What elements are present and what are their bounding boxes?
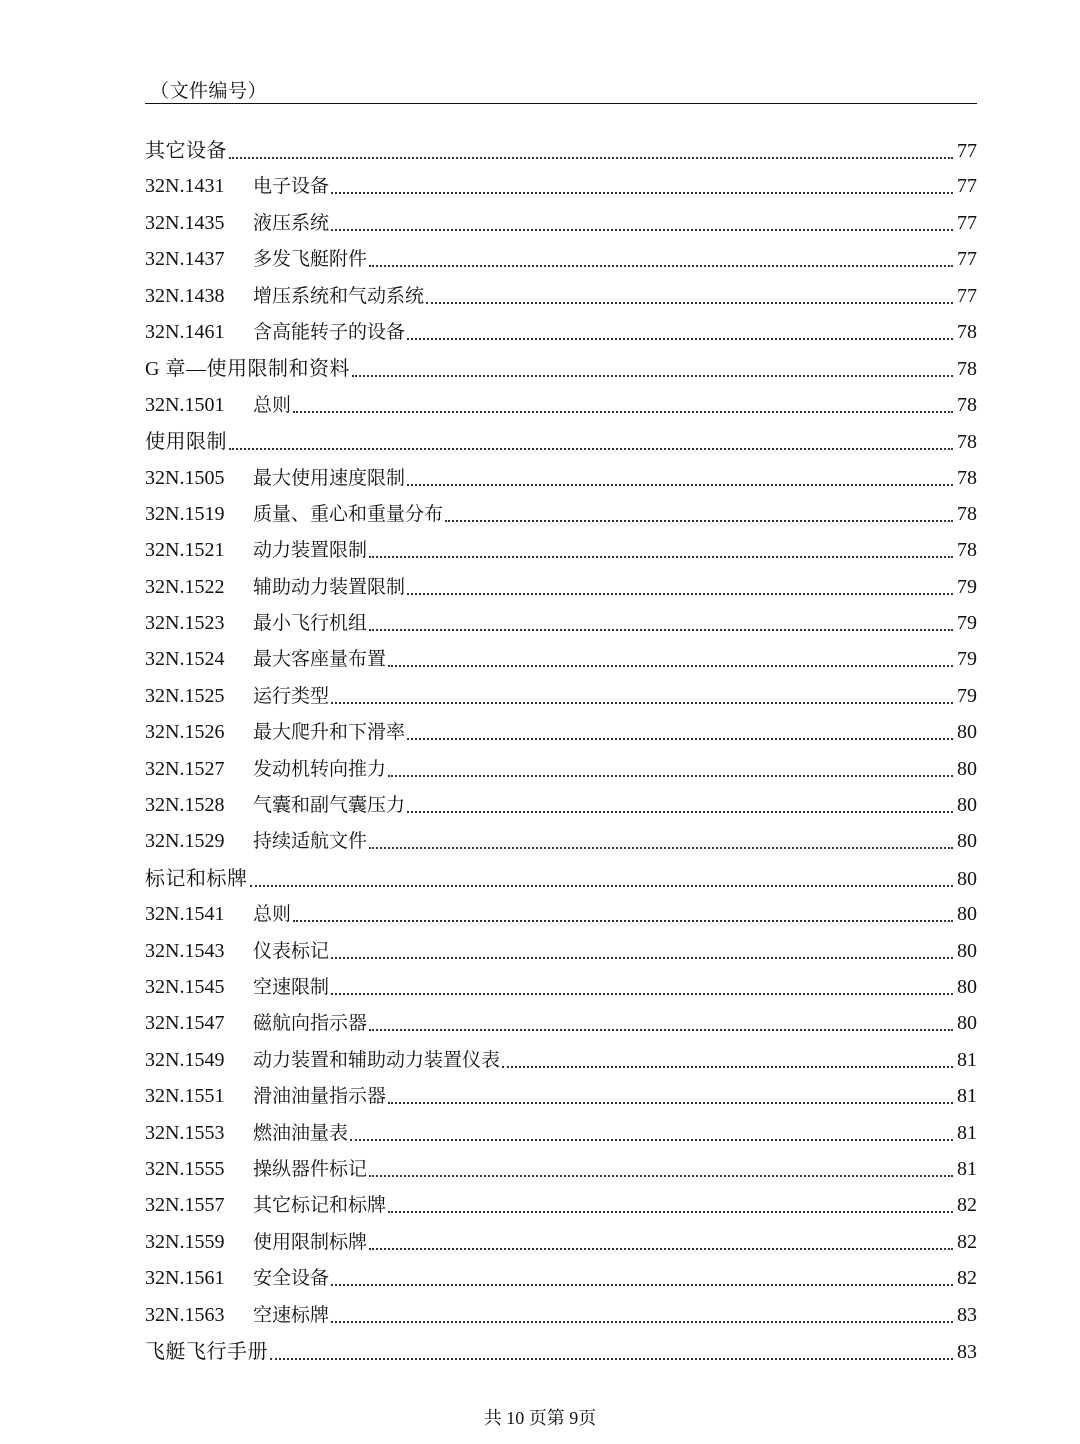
- toc-page-number: 77: [957, 284, 977, 307]
- toc-entry-number: 32N.1555: [145, 1157, 225, 1180]
- toc-page-number: 80: [957, 830, 977, 853]
- toc-entry-row[interactable]: [145, 571, 977, 607]
- toc-entry-title: 动力装置和辅助动力装置仪表: [253, 1048, 501, 1071]
- toc-page-number: 82: [957, 1194, 977, 1217]
- toc-entry-number: 32N.1505: [145, 466, 225, 489]
- toc-page-number: 80: [957, 867, 977, 890]
- toc-dot-leader: [388, 755, 953, 777]
- toc-entry-title: 辅助动力装置限制: [253, 575, 406, 598]
- toc-entry-row[interactable]: [145, 935, 977, 971]
- toc-entry-row[interactable]: [145, 1189, 977, 1225]
- toc-page-number: 80: [957, 794, 977, 817]
- toc-dot-leader: [293, 900, 953, 922]
- page-footer: 共 10 页第 9页: [483, 1408, 597, 1428]
- toc-section-title: 标记和标牌: [145, 867, 248, 890]
- toc-entry-number: 32N.1545: [145, 975, 225, 998]
- toc-dot-leader: [407, 718, 953, 740]
- toc-dot-leader: [331, 1301, 953, 1323]
- toc-dot-leader: [331, 682, 953, 704]
- toc-page-number: 79: [957, 612, 977, 635]
- toc-entry-row[interactable]: [145, 389, 977, 425]
- toc-entry-title: 含高能转子的设备: [253, 320, 406, 343]
- toc-page-number: 80: [957, 721, 977, 744]
- toc-entry-row[interactable]: [145, 1299, 977, 1335]
- toc-entry-title: 最大使用速度限制: [253, 466, 406, 489]
- toc-entry-number: 32N.1541: [145, 903, 225, 926]
- toc-entry-number: 32N.1501: [145, 393, 225, 416]
- toc-page-number: 83: [957, 1303, 977, 1326]
- toc-dot-leader: [388, 645, 953, 667]
- toc-dot-leader: [426, 282, 953, 304]
- toc-dot-leader: [388, 1082, 953, 1104]
- toc-page-number: 82: [957, 1230, 977, 1253]
- toc-entry-number: 32N.1559: [145, 1230, 225, 1253]
- toc-entry-number: 32N.1557: [145, 1194, 225, 1217]
- toc-entry-title: 多发飞艇附件: [253, 248, 368, 271]
- toc-entry-number: 32N.1525: [145, 684, 225, 707]
- toc-entry-title: 持续适航文件: [253, 830, 368, 853]
- toc-entry-number: 32N.1431: [145, 175, 225, 198]
- toc-page-number: 80: [957, 975, 977, 998]
- toc-entry-number: 32N.1524: [145, 648, 225, 671]
- toc-entry-row[interactable]: [145, 462, 977, 498]
- toc-dot-leader: [331, 973, 953, 995]
- toc-page-number: 80: [957, 757, 977, 780]
- toc-page-number: 78: [957, 431, 977, 454]
- toc-entry-row[interactable]: [145, 534, 977, 570]
- toc-section-title: G 章—使用限制和资料: [145, 358, 350, 381]
- toc-entry-title: 液压系统: [253, 211, 330, 234]
- toc-dot-leader: [293, 391, 953, 413]
- toc-dot-leader: [445, 500, 953, 522]
- toc-page-number: 81: [957, 1157, 977, 1180]
- toc-page-number: 80: [957, 939, 977, 962]
- toc-dot-leader: [407, 318, 953, 340]
- toc-entry-row[interactable]: [145, 1262, 977, 1298]
- toc-entry-title: 最大爬升和下滑率: [253, 721, 406, 744]
- toc-page-number: 79: [957, 684, 977, 707]
- toc-entry-row[interactable]: [145, 753, 977, 789]
- toc-page-number: 77: [957, 248, 977, 271]
- toc-entry-row[interactable]: [145, 898, 977, 934]
- toc-entry-title: 气囊和副气囊压力: [253, 794, 406, 817]
- toc-entry-title: 仪表标记: [253, 939, 330, 962]
- toc-entry-number: 32N.1522: [145, 575, 225, 598]
- toc-section-title: 飞艇飞行手册: [145, 1340, 268, 1363]
- toc-entry-title: 运行类型: [253, 684, 330, 707]
- toc-section-row[interactable]: [145, 1335, 977, 1371]
- toc-section-row[interactable]: [145, 862, 977, 898]
- toc-entry-row[interactable]: [145, 1080, 977, 1116]
- toc-entry-title: 安全设备: [253, 1267, 330, 1290]
- toc-entry-row[interactable]: [145, 280, 977, 316]
- toc-page-number: 78: [957, 393, 977, 416]
- toc-entry-title: 总则: [253, 393, 292, 416]
- toc-page-number: 80: [957, 903, 977, 926]
- toc-entry-number: 32N.1547: [145, 1012, 225, 1035]
- toc-entry-title: 质量、重心和重量分布: [253, 502, 444, 525]
- toc-dot-leader: [407, 573, 953, 595]
- toc-entry-title: 使用限制标牌: [253, 1230, 368, 1253]
- document-number: （文件编号）: [150, 81, 268, 102]
- toc-entry-row[interactable]: [145, 243, 977, 279]
- toc-entry-title: 滑油油量指示器: [253, 1085, 387, 1108]
- toc-entry-title: 磁航向指示器: [253, 1012, 368, 1035]
- toc-dot-leader: [369, 536, 953, 558]
- toc-entry-row[interactable]: [145, 316, 977, 352]
- toc-dot-leader: [369, 245, 953, 267]
- toc-entry-title: 动力装置限制: [253, 539, 368, 562]
- toc-page-number: 77: [957, 211, 977, 234]
- toc-entry-row[interactable]: [145, 1044, 977, 1080]
- toc-page-number: 78: [957, 358, 977, 381]
- toc-section-title: 使用限制: [145, 431, 227, 454]
- toc-entry-number: 32N.1438: [145, 284, 225, 307]
- toc-entry-number: 32N.1561: [145, 1267, 225, 1290]
- toc-section-row[interactable]: [145, 134, 977, 170]
- toc-entry-row[interactable]: [145, 680, 977, 716]
- toc-page-number: 83: [957, 1340, 977, 1363]
- toc-section-row[interactable]: [145, 425, 977, 461]
- toc-entry-number: 32N.1549: [145, 1048, 225, 1071]
- toc-dot-leader: [229, 428, 953, 450]
- toc-entry-number: 32N.1528: [145, 794, 225, 817]
- toc-entry-number: 32N.1529: [145, 830, 225, 853]
- toc-entry-number: 32N.1551: [145, 1085, 225, 1108]
- toc-page-number: 79: [957, 648, 977, 671]
- table-of-contents: [145, 134, 977, 1371]
- toc-dot-leader: [270, 1338, 953, 1360]
- toc-entry-title: 操纵器件标记: [253, 1157, 368, 1180]
- toc-dot-leader: [369, 1228, 953, 1250]
- toc-entry-row[interactable]: [145, 1117, 977, 1153]
- toc-entry-title: 最小飞行机组: [253, 612, 368, 635]
- toc-entry-row[interactable]: [145, 1153, 977, 1189]
- toc-entry-number: 32N.1526: [145, 721, 225, 744]
- toc-page-number: 78: [957, 502, 977, 525]
- header-divider: [145, 103, 977, 104]
- toc-entry-number: 32N.1435: [145, 211, 225, 234]
- toc-entry-row[interactable]: [145, 1007, 977, 1043]
- toc-entry-number: 32N.1461: [145, 320, 225, 343]
- toc-section-row[interactable]: [145, 352, 977, 388]
- toc-dot-leader: [388, 1191, 953, 1213]
- toc-dot-leader: [331, 1264, 953, 1286]
- toc-entry-number: 32N.1563: [145, 1303, 225, 1326]
- toc-entry-title: 空速限制: [253, 975, 330, 998]
- toc-dot-leader: [350, 1119, 953, 1141]
- toc-dot-leader: [369, 609, 953, 631]
- toc-entry-number: 32N.1437: [145, 248, 225, 271]
- toc-page-number: 81: [957, 1085, 977, 1108]
- toc-entry-row[interactable]: [145, 607, 977, 643]
- toc-entry-row[interactable]: [145, 170, 977, 206]
- toc-dot-leader: [331, 937, 953, 959]
- toc-page-number: 80: [957, 1012, 977, 1035]
- toc-entry-title: 最大客座量布置: [253, 648, 387, 671]
- toc-page-number: 77: [957, 140, 977, 162]
- toc-page-number: 81: [957, 1121, 977, 1144]
- toc-entry-number: 32N.1527: [145, 757, 225, 780]
- toc-entry-title: 空速标牌: [253, 1303, 330, 1326]
- toc-dot-leader: [407, 464, 953, 486]
- toc-entry-row[interactable]: [145, 789, 977, 825]
- toc-page-number: 78: [957, 539, 977, 562]
- toc-entry-row[interactable]: [145, 1226, 977, 1262]
- toc-entry-number: 32N.1521: [145, 539, 225, 562]
- toc-entry-row[interactable]: [145, 825, 977, 861]
- toc-dot-leader: [369, 827, 953, 849]
- toc-section-title: 其它设备: [145, 140, 227, 162]
- toc-entry-title: 燃油油量表: [253, 1121, 349, 1144]
- toc-dot-leader: [369, 1009, 953, 1031]
- toc-entry-number: 32N.1523: [145, 612, 225, 635]
- toc-entry-title: 电子设备: [253, 175, 330, 198]
- toc-dot-leader: [407, 791, 953, 813]
- toc-entry-number: 32N.1543: [145, 939, 225, 962]
- toc-entry-row[interactable]: [145, 498, 977, 534]
- toc-entry-title: 增压系统和气动系统: [253, 284, 425, 307]
- toc-entry-title: 其它标记和标牌: [253, 1194, 387, 1217]
- toc-page-number: 79: [957, 575, 977, 598]
- toc-entry-number: 32N.1553: [145, 1121, 225, 1144]
- toc-page-number: 77: [957, 175, 977, 198]
- toc-dot-leader: [229, 137, 953, 159]
- toc-entry-title: 发动机转向推力: [253, 757, 387, 780]
- toc-dot-leader: [369, 1155, 953, 1177]
- toc-entry-row[interactable]: [145, 716, 977, 752]
- toc-entry-row[interactable]: [145, 971, 977, 1007]
- toc-page-number: 81: [957, 1048, 977, 1071]
- toc-page-number: 78: [957, 320, 977, 343]
- toc-dot-leader: [502, 1046, 953, 1068]
- toc-entry-number: 32N.1519: [145, 502, 225, 525]
- toc-dot-leader: [331, 209, 953, 231]
- toc-page-number: 82: [957, 1267, 977, 1290]
- toc-entry-row[interactable]: [145, 207, 977, 243]
- toc-page-number: 78: [957, 466, 977, 489]
- toc-entry-row[interactable]: [145, 643, 977, 679]
- toc-entry-title: 总则: [253, 903, 292, 926]
- toc-dot-leader: [352, 355, 953, 377]
- toc-dot-leader: [250, 865, 954, 887]
- toc-dot-leader: [331, 172, 953, 194]
